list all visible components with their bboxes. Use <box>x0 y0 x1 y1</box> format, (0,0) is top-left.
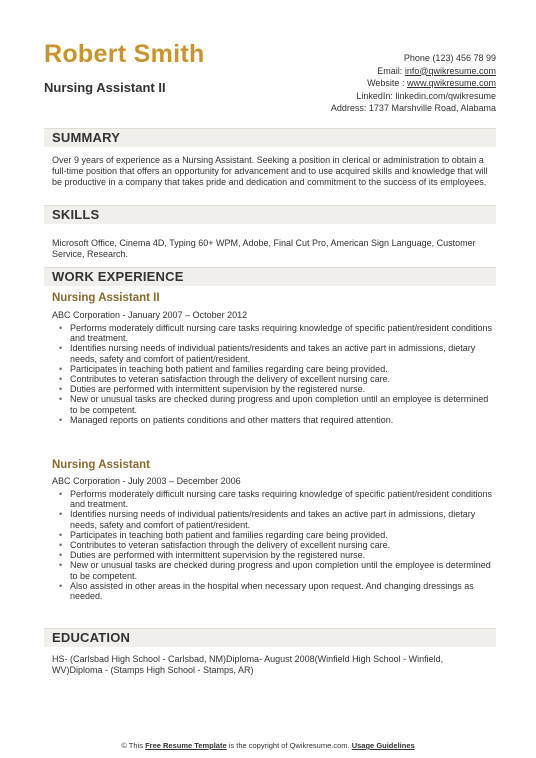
education-section-header <box>44 628 496 647</box>
list-item: • New or unusual tasks are checked during progress and upon completion until the employee is determined to be competent. <box>70 560 496 580</box>
candidate-name: Robert Smith <box>44 40 205 68</box>
contact-block <box>331 52 496 115</box>
job-title-2: Nursing Assistant <box>52 459 150 471</box>
summary-heading: SUMMARY <box>52 130 121 145</box>
list-item: • Contributes to veteran satisfaction through the delivery of excellent nursing care. <box>70 374 496 384</box>
email-label: Email: <box>377 65 403 76</box>
email-link[interactable]: info@qwikresume.com <box>404 65 496 76</box>
email-line <box>331 65 496 78</box>
skills-text: Microsoft Office, Cinema 4D, Typing 60+ WPM, Adobe, Final Cut Pro, American Sign Language, Customer Service, Research. <box>52 238 476 259</box>
job-company-2: ABC Corporation - July 2003 – December 2006 <box>52 476 241 486</box>
list-item: • Managed reports on patients conditions and other matters that required attention. <box>70 415 496 425</box>
experience-heading: WORK EXPERIENCE <box>52 269 184 284</box>
job-title-1: Nursing Assistant II <box>52 292 160 304</box>
list-item: • Participates in teaching both patient and families regarding care being provided. <box>70 530 496 540</box>
list-item: • Duties are performed with intermittent supervision by the registered nurse. <box>70 550 496 560</box>
linkedin-value: linkedin.com/qwikresume <box>395 90 496 101</box>
list-item: • Duties are performed with intermittent supervision by the registered nurse. <box>70 384 496 394</box>
resume-header <box>44 40 496 120</box>
linkedin-line <box>331 90 496 103</box>
website-line <box>331 77 496 90</box>
summary-section-header <box>44 128 496 147</box>
list-item: • Performs moderately difficult nursing care tasks requiring knowledge of specific patient/resident conditions and treatment. <box>70 323 496 343</box>
job-duties-2 <box>52 489 496 601</box>
education-heading: EDUCATION <box>52 630 131 645</box>
list-item: • Identifies nursing needs of individual patients/residents and takes an active part in admissions, dietary needs, safety and comfort of patient/resident. <box>70 509 496 529</box>
summary-text: Over 9 years of experience as a Nursing Assistant. Seeking a position in clerical or administration to obtain a full-time position that offers an opportunity for advancement and to use acquired skills and knowledge that will be productive in a company that takes pride and dedication and commitment to the success of its employees. <box>52 155 488 187</box>
phone-value: (123) 456 78 99 <box>432 53 496 63</box>
list-item: • Identifies nursing needs of individual patients/residents and takes an active part in admissions, dietary needs, safety and comfort of patient/resident. <box>70 343 496 363</box>
skills-heading: SKILLS <box>52 207 100 222</box>
list-item: • New or unusual tasks are checked during progress and upon completion until an employee is determined to be competent. <box>70 394 496 414</box>
website-link[interactable]: www.qwikresume.com <box>406 78 496 88</box>
education-text: HS- (Carlsbad High School - Carlsbad, NM)Diploma- August 2008(Winfield High School - Winfield, WV)Diploma - (Stamps High School - Stamps, AR) <box>52 654 444 675</box>
footer-prefix: © This <box>121 741 143 750</box>
address-line <box>331 102 496 115</box>
list-item: • Participates in teaching both patient and families regarding care being provided. <box>70 364 496 374</box>
usage-guidelines-link[interactable]: Usage Guidelines <box>351 741 415 750</box>
job-duties-1 <box>52 323 496 425</box>
free-resume-template-link[interactable]: Free Resume Template <box>145 741 227 750</box>
page-footer <box>0 741 536 750</box>
list-item: • Also assisted in other areas in the hospital when necessary upon request. And changing dressings as needed. <box>70 581 496 601</box>
address-value: 1737 Marshville Road, Alabama <box>368 103 496 113</box>
address-label: Address: <box>330 103 367 113</box>
list-item: • Performs moderately difficult nursing care tasks requiring knowledge of specific patient/resident conditions and treatment. <box>70 489 496 509</box>
website-label: Website : <box>367 78 405 88</box>
list-item: • Contributes to veteran satisfaction through the delivery of excellent nursing care. <box>70 540 496 550</box>
linkedin-label: LinkedIn: <box>356 90 393 101</box>
phone-label: Phone <box>403 53 430 63</box>
experience-section-header <box>44 267 496 286</box>
job-company-1: ABC Corporation - January 2007 – October 2012 <box>52 310 248 320</box>
skills-section-header <box>44 205 496 224</box>
candidate-title: Nursing Assistant II <box>44 80 166 95</box>
phone-line <box>331 52 496 65</box>
footer-middle: is the copyright of Qwikresume.com. <box>228 741 350 750</box>
